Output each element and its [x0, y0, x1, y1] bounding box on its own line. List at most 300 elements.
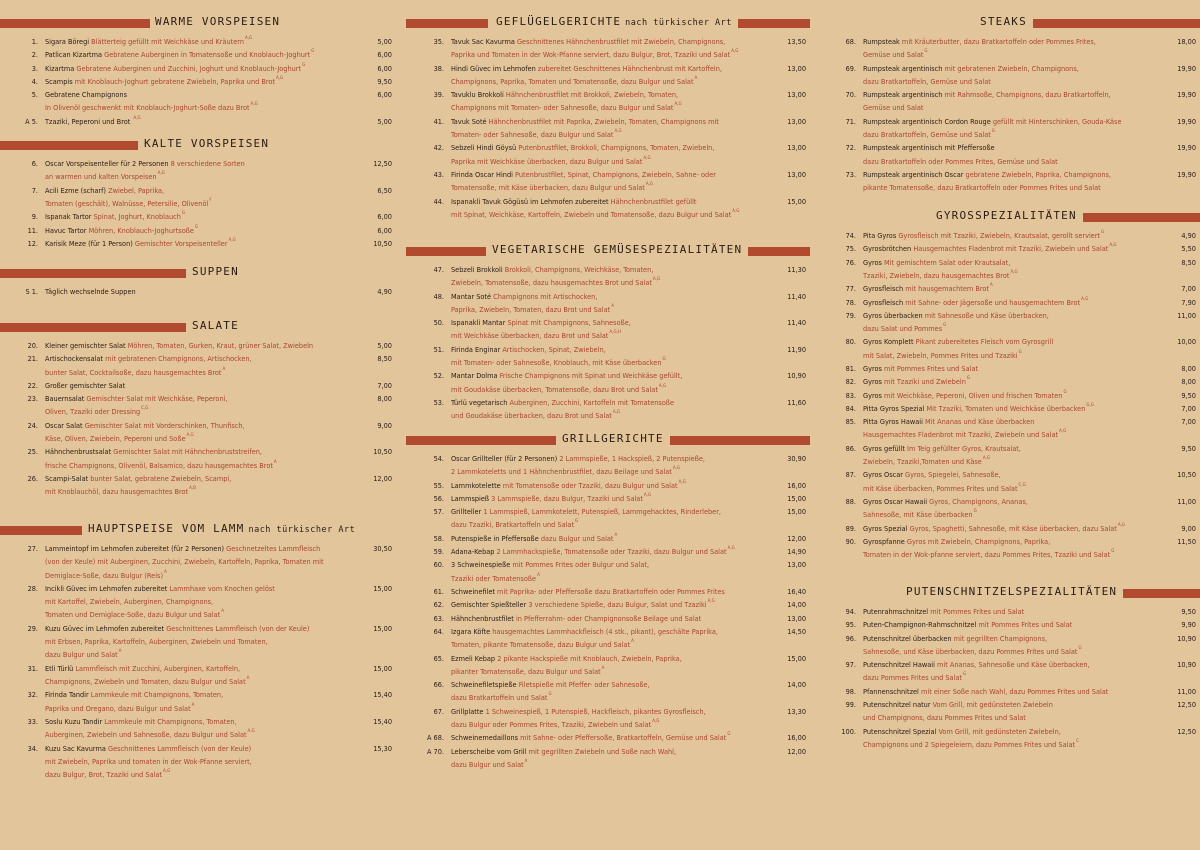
menu-item [406, 369, 810, 396]
item-description: Vom Grill, mit gedünsteten Zwiebeln [932, 700, 1053, 710]
item-number: 58. [433, 533, 444, 543]
item-price: 11,60 [787, 398, 806, 407]
section-title-text: KALTE VORSPEISEN [144, 137, 270, 150]
item-description: Hähnchenbrustfilet mit Paprika, Zwiebeln, Tomaten, Champignons mit [488, 116, 719, 126]
allergen-codes: G [302, 62, 306, 68]
item-price: 9,50 [1181, 443, 1196, 453]
item-price: 9,50 [1181, 390, 1196, 400]
item-line [45, 768, 344, 781]
item-description: Paprika und Oregano, dazu Bulgur und Salat [45, 703, 191, 713]
item-line [451, 155, 758, 168]
item-name: Gyrosfleisch [863, 297, 904, 307]
item-name: Hähnchenbrustsalat [45, 447, 112, 457]
item-line [451, 705, 758, 718]
item-description: mit Knoblauch-Joghurt gebratene Zwiebeln, Paprika und Brot [74, 76, 275, 86]
item-description: Gyros, Champignons, Ananas, [929, 497, 1028, 506]
item-description: Putenbrustfilet, Spinat, Champignons, Zwiebeln, Sahne- oder [515, 170, 716, 179]
item-text [863, 605, 1148, 618]
menu-item [406, 705, 810, 732]
item-description: gebratene Zwiebeln, Paprika, Champignons, [965, 170, 1111, 179]
item-number: 67. [433, 706, 444, 716]
item-number: 5. [31, 90, 38, 100]
section-bar-right [1033, 19, 1200, 28]
item-name: Rumpsteak argentinisch mit Pfeffersoße [863, 143, 995, 153]
item-text [863, 658, 1148, 685]
item-line [45, 210, 344, 223]
item-number: 39. [433, 90, 444, 100]
item-price: 6,00 [377, 63, 392, 73]
item-line [45, 472, 344, 485]
item-line [863, 282, 1148, 295]
item-text [45, 75, 344, 88]
item-number: 11. [27, 225, 38, 235]
item-text [451, 35, 758, 62]
item-text [451, 652, 758, 679]
item-line [863, 711, 1148, 724]
item-description: Vom Grill, mit gedünsteten Zwiebeln, [938, 726, 1061, 736]
item-description: 8 verschiedene Sorten [170, 159, 245, 168]
item-name: Gyros Komplett [863, 337, 914, 347]
allergen-codes: A [990, 283, 993, 289]
item-number: 24. [27, 420, 38, 430]
allergen-codes: A,G [658, 383, 667, 389]
item-text [863, 141, 1148, 168]
item-description: Mit gemischtem Salat oder Krautsalat, [884, 257, 1011, 267]
item-name: Mantar Soté [451, 291, 492, 301]
item-description: 1 Lammspieß, Lammkotelett, Putenspieß, Lammgehacktes, Rinderleber, [483, 507, 721, 517]
item-name: Rumpsteak argentinisch Oscar [863, 170, 964, 179]
item-name: Lammeintopf im Lehmofen zubereitet (für 2 Personen) [45, 544, 225, 553]
item-line [45, 742, 344, 755]
item-description: mit gegrillten Champignons, [953, 633, 1048, 643]
allergen-codes: G [575, 519, 579, 525]
item-description: Champignons, Zwiebeln und Tomaten, dazu Bulgur und Salat [45, 676, 246, 686]
item-text [863, 296, 1148, 309]
item-line [451, 518, 758, 531]
item-description: Filetspieße mit Pfeffer- oder Sahnesoße, [518, 680, 650, 690]
item-text [45, 379, 344, 392]
item-line [45, 728, 344, 741]
item-number: 47. [433, 265, 444, 274]
item-price: 13,00 [787, 116, 806, 126]
item-number: 23. [27, 394, 38, 404]
section-title-text: HAUPTSPEISE VOM LAMM [88, 522, 245, 535]
item-name: Scampi-Salat [45, 474, 89, 483]
item-name: Schweinefilet [451, 587, 495, 596]
item-description: Brokkoli, Champignons, Weichkäse, Tomaten, [504, 265, 654, 274]
item-line [863, 482, 1148, 495]
item-line [451, 128, 758, 141]
item-line [451, 465, 758, 478]
item-number: 71. [845, 116, 856, 126]
menu-item [818, 256, 1200, 283]
section-bar-right [1083, 213, 1200, 222]
item-text [45, 210, 344, 223]
menu-item [406, 343, 810, 370]
allergen-codes: A,G [678, 479, 686, 485]
item-text [451, 62, 758, 89]
item-description: mit hausgemachtem Brot [905, 284, 989, 294]
item-text [45, 115, 344, 128]
item-name: Ispanak Tartor [45, 212, 92, 222]
item-name: Soslu Kuzu Tandir [45, 716, 103, 726]
section-bar-right [1123, 589, 1200, 598]
menu-item [406, 598, 810, 611]
item-name: Pfannenschnitzel [863, 686, 919, 696]
item-line [863, 725, 1148, 738]
item-description: 2 Lammkoteletts und 1 Hähnchenbrustfilet, dazu Beilage und Salat [451, 467, 672, 477]
item-text [451, 585, 758, 598]
item-line [863, 322, 1148, 335]
item-text [451, 396, 758, 423]
item-line [45, 75, 344, 88]
item-number: 85. [845, 417, 856, 427]
item-description: dazu Bratkartoffeln und Salat [451, 693, 548, 703]
menu-item [406, 731, 810, 744]
item-description: mit Sahne- oder Jägersoße und hausgemachtem Brot [905, 297, 1081, 307]
item-name: Sigara Böregi [45, 37, 90, 46]
item-description: zubereitet Geschnittenes Hähnchenbrust mit Kartoffeln, [537, 63, 722, 73]
item-number: 90. [845, 536, 856, 546]
item-number: 44. [433, 196, 444, 206]
item-line [451, 276, 758, 289]
item-description: dazu Bratkartoffeln oder Pommes Frites, Gemüse und Salat [863, 156, 1058, 166]
item-description: Im Teig gefüllter Gyros, Krautsalat, [907, 443, 1021, 453]
menu-item [406, 505, 810, 532]
item-description: 2 pikante Hackspieße mit Knoblauch, Zwiebeln, Paprika, [497, 653, 682, 663]
menu-item [818, 442, 1200, 469]
allergen-codes: A,G [707, 599, 715, 605]
item-description: Zwiebeln, Tzaziki,Tomaten und Käse [863, 457, 982, 467]
item-price: 4,90 [1181, 231, 1196, 240]
menu-item [0, 352, 396, 379]
item-text [45, 715, 344, 742]
item-line [451, 718, 758, 731]
item-text [45, 224, 344, 237]
item-description: mit Pommes Frites oder Bulgur und Salat, [512, 560, 650, 570]
menu-item [818, 229, 1200, 242]
item-number: 33. [27, 716, 38, 726]
item-line [863, 389, 1148, 402]
item-line [863, 548, 1148, 561]
item-line [45, 432, 344, 445]
item-description: mit Salat, Zwiebeln, Pommes Frites und Tzaziki [863, 350, 1018, 360]
item-text [863, 282, 1148, 295]
item-description: dazu Salat und Pommes [863, 324, 943, 334]
menu-item [818, 35, 1200, 62]
item-description: mit Weichkäse, Peperoni, Oliven und frischen Tomaten [884, 390, 1063, 400]
item-description: Frische Champignons mit Spinat und Weichkäse gefüllt, [499, 371, 683, 381]
item-description: Hausgemachtes Fladenbrot mit Tzaziki, Zwiebeln und Salat [913, 244, 1109, 254]
item-price: 19,90 [1177, 116, 1196, 126]
item-line [45, 366, 344, 379]
item-description: Artischocken, Spinat, Zwiebeln, [502, 344, 606, 354]
item-number: 87. [845, 470, 856, 480]
allergen-codes: A,G [247, 729, 255, 735]
item-line [863, 605, 1148, 618]
item-number: 100. [841, 726, 856, 736]
section-bar-left [406, 19, 488, 28]
item-name: Havuc Tartor [45, 225, 87, 235]
item-text [863, 389, 1148, 402]
item-price: 15,00 [787, 507, 806, 517]
item-line [863, 128, 1148, 141]
item-name: Rumpsteak argentinisch Cordon Rouge [863, 116, 991, 126]
menu-item [0, 472, 396, 499]
item-number: 63. [433, 613, 444, 623]
item-name: Gebratene Champignons [45, 90, 128, 100]
item-text [863, 468, 1148, 495]
item-price: 6,00 [377, 225, 392, 235]
item-description: Demiglace-Soße, dazu Bulgur (Reis) [45, 570, 164, 580]
item-description: Hausgemachtes Fladenbrot mit Tzaziki, Zwiebeln und Salat [863, 430, 1059, 440]
allergen-codes: A,G [731, 49, 739, 55]
menu-item [0, 419, 396, 446]
item-price: 9,00 [1181, 523, 1196, 533]
item-text [45, 742, 344, 782]
item-name: Gyros [863, 377, 882, 387]
section-title-text: PUTENSCHNITZELSPEZIALITÄTEN [906, 585, 1118, 598]
menu-item [406, 115, 810, 142]
item-description: mit Kräuterbutter, dazu Bratkartoffeln oder Pommes Frites, [901, 37, 1096, 46]
item-description: dazu Bulgur, Brot, Tzaziki und Salat [45, 770, 163, 780]
menu-item [818, 698, 1200, 725]
item-text [45, 622, 344, 662]
item-price: 8,00 [377, 394, 392, 404]
item-line [45, 62, 344, 75]
item-description: Auberginen, Zwiebeln und Sahnesoße, dazu Bulgur und Salat [45, 730, 247, 740]
menu-item [818, 362, 1200, 375]
item-number: 42. [433, 143, 444, 153]
item-name: Gyros [863, 390, 882, 400]
item-text [45, 184, 344, 211]
menu-item [818, 141, 1200, 168]
allergen-codes: G [924, 49, 928, 55]
item-description: Lammkeule mit Champignons, Tomaten, [90, 690, 224, 700]
item-price: 5,50 [1181, 244, 1196, 254]
item-description: mit Erbsen, Paprika, Kartoffeln, Auberginen, Zwiebeln und Tomaten, [45, 637, 268, 647]
section-bar-left [406, 247, 486, 256]
item-number: 98. [845, 686, 856, 696]
item-line [451, 665, 758, 678]
item-number: 25. [27, 447, 38, 457]
item-number: 9. [31, 212, 38, 222]
allergen-codes: A,G [614, 129, 622, 135]
item-line [451, 263, 758, 276]
item-text [451, 263, 758, 290]
item-description: 3 Lammspieße, dazu Bulgur, Tzaziki und Salat [491, 493, 643, 503]
item-line [451, 329, 758, 342]
section-title-text: SALATE [192, 319, 239, 332]
item-price: 14,00 [787, 680, 806, 690]
menu-item [406, 612, 810, 625]
item-number: A 5. [25, 116, 38, 126]
item-description: Tomaten- oder Sahnesoße, dazu Bulgur und Salat [451, 130, 614, 140]
allergen-codes: A [273, 459, 277, 465]
allergen-codes: A [164, 569, 167, 575]
item-name: Putenschnitzel überbacken [863, 633, 952, 643]
item-name: Mantar Dolma [451, 371, 498, 381]
item-description: mit gebratenen Champignons, Artischocken, [105, 354, 252, 364]
item-name: Grillplatte [451, 706, 484, 716]
menu-item [818, 468, 1200, 495]
item-line [451, 316, 758, 329]
section-title [906, 585, 1117, 598]
allergen-codes: A [631, 639, 634, 645]
item-line [45, 88, 344, 101]
item-price: 4,90 [377, 287, 392, 296]
item-price: 9,90 [1181, 620, 1196, 630]
item-description: Tomaten und Demiglace-Soße, dazu Bulgur und Salat [45, 610, 221, 620]
item-number: 99. [845, 700, 856, 710]
item-name: Firinda Tandir [45, 690, 89, 700]
item-text [451, 705, 758, 732]
item-line [863, 155, 1148, 168]
item-price: 11,50 [1177, 536, 1196, 546]
item-description: mit Weichkäse überbacken, dazu Brot und Salat [451, 331, 609, 341]
item-line [45, 648, 344, 661]
item-description: Möhren, Knoblauch-Joghurtsoße [88, 225, 194, 235]
item-line [451, 396, 758, 409]
item-text [863, 415, 1148, 442]
menu-item [0, 184, 396, 211]
section-title-text: SUPPEN [192, 265, 239, 278]
item-line [863, 242, 1148, 255]
allergen-codes: A,G [1117, 522, 1126, 528]
item-number: 59. [433, 547, 444, 557]
item-description: Sahnesoße, und Käse überbacken, dazu Pommes Frites und Salat [863, 646, 1078, 656]
section-bar-left [0, 526, 82, 535]
item-price: 18,00 [1177, 37, 1196, 46]
item-line [45, 101, 344, 114]
item-number: 54. [433, 454, 444, 463]
allergen-codes: G [1063, 389, 1067, 395]
item-price: 15,00 [787, 493, 806, 503]
item-name: Putenschnitzel Hawaii [863, 660, 935, 670]
item-name: Leberscheibe vom Grill [451, 746, 527, 756]
item-description: mit Tzaziki und Zwiebeln [884, 377, 966, 387]
item-line [45, 405, 344, 418]
item-price: 6,00 [377, 212, 392, 222]
item-line [863, 698, 1148, 711]
section-header [0, 266, 396, 280]
item-price: 7,00 [1181, 417, 1196, 427]
item-text [45, 339, 344, 352]
allergen-codes: A,G [186, 433, 194, 439]
item-line [451, 652, 758, 665]
item-text [863, 535, 1148, 562]
item-description: Lammfleisch mit Zucchini, Auberginen, Kartoffeln, [75, 663, 241, 673]
item-text [45, 62, 344, 75]
item-number: 69. [845, 63, 856, 73]
item-text [45, 472, 344, 499]
menu-item [406, 35, 810, 62]
item-name: Artischockensalat [45, 354, 104, 364]
item-price: 30,90 [787, 454, 806, 463]
section-title [192, 265, 239, 278]
item-line [451, 303, 758, 316]
item-name: Tzaziki, Peperoni und Brot [45, 116, 131, 126]
item-name: Karisik Meze (für 1 Person) [45, 238, 133, 248]
item-description: dazu Bulgur oder Pommes Frites, Tzaziki, Zwiebeln und Salat [451, 719, 652, 729]
item-line [451, 195, 758, 208]
menu-item [406, 168, 810, 195]
item-price: 10,00 [1177, 337, 1196, 347]
item-description: Gemüse und Salat [863, 103, 924, 113]
menu-item [818, 296, 1200, 309]
item-name: Gyros gefüllt [863, 443, 905, 453]
menu-item [0, 392, 396, 419]
item-line [451, 35, 758, 48]
item-line [451, 505, 758, 518]
item-text [863, 618, 1148, 631]
item-text [45, 419, 344, 446]
item-line [451, 625, 758, 638]
menu-item [406, 88, 810, 115]
item-number: 57. [433, 507, 444, 517]
item-name: Großer gemischter Salat [45, 380, 126, 390]
item-name: Rumpsteak argentinisch [863, 90, 943, 100]
menu-item [818, 605, 1200, 618]
item-description: und Goudakäse überbacken, dazu Brot und Salat [451, 411, 612, 421]
section-header [818, 210, 1200, 224]
item-description: und Champignons, dazu Pommes Frites und Salat [863, 713, 1026, 723]
item-name: Incikli Güvec im Lehmofen zubereitet [45, 583, 168, 593]
menu-item [0, 622, 396, 662]
item-name: Scampis [45, 76, 73, 86]
item-line [45, 285, 344, 298]
item-number: 53. [433, 398, 444, 407]
item-name: 3 Schweinespieße [451, 560, 511, 570]
item-description: Gemischter Salat mit Hähnchenbruststreifen, [113, 447, 263, 457]
item-line [863, 428, 1148, 441]
section-title-text: VEGETARISCHE GEMÜSESPEZIALITÄTEN [492, 243, 743, 256]
menu-item [0, 62, 396, 75]
item-line [45, 608, 344, 621]
item-name: Hähnchenbrustfilet [451, 613, 514, 623]
item-name: Firinda Oscar Hindi [451, 170, 513, 179]
item-name: Lammkotelette [451, 480, 501, 490]
item-description: Gyrosfleisch mit Tzaziki, Zwiebeln, Krautsalat, gerollt serviert [898, 231, 1101, 240]
item-name: Rumpsteak argentinisch [863, 63, 943, 73]
item-text [863, 375, 1148, 388]
item-price: 15,40 [373, 690, 392, 700]
menu-item [406, 492, 810, 505]
item-description: Mit Ananas und Käse überbacken [925, 417, 1035, 427]
menu-item [818, 632, 1200, 659]
menu-item [818, 282, 1200, 295]
item-text [45, 352, 344, 379]
item-line [451, 369, 758, 382]
menu-item [0, 210, 396, 223]
item-line [451, 208, 758, 221]
item-name: Türlü vegetarisch [451, 398, 508, 407]
item-description: (von der Keule) mit Auberginen, Zucchini, Zwiebeln, Kartoffeln, Paprika, Tomaten mit [45, 557, 324, 567]
item-description: Gemüse und Salat [863, 50, 924, 60]
item-number: 51. [433, 344, 444, 354]
menu-item [818, 389, 1200, 402]
item-price: 7,00 [1181, 403, 1196, 413]
item-number: 70. [845, 90, 856, 100]
item-description: dazu Pommes Frites und Salat [863, 673, 963, 683]
item-number: 28. [27, 583, 38, 593]
menu-item [406, 479, 810, 492]
allergen-codes: G [943, 323, 947, 329]
item-number: 97. [845, 660, 856, 670]
section-header [406, 433, 810, 447]
menu-item [0, 35, 396, 48]
item-line [45, 419, 344, 432]
